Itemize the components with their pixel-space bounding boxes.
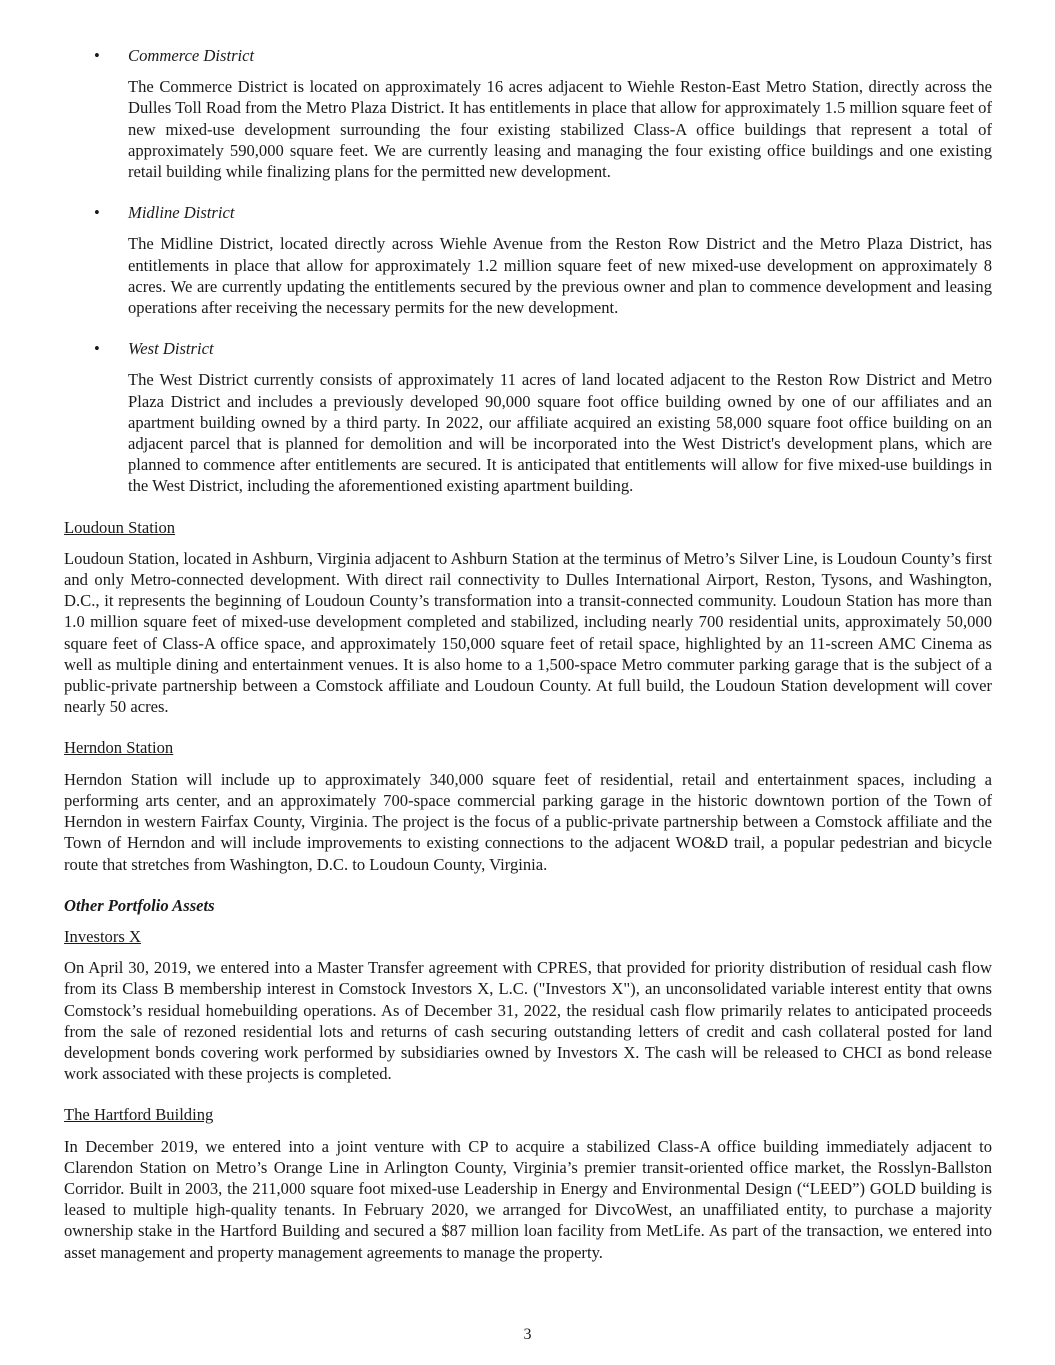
section-body: On April 30, 2019, we entered into a Master Transfer agreement with CPRES, that provided for priority distribution of residual cash flow from its Class B membership interest in Comstock Investors X, L.C. ("Investors X"), an unconsolidated variable interest entity that owns Comstock’s residual homebuilding operations. As of December 31, 2022, the residual cash flow primarily relates to anticipated proceeds from the sale of rezoned residential lots and returns of cash securing outstanding letters of credit and cash collateral posted for land development bonds covering work performed by subsidiaries owned by Investors X. The cash will be released to CHCI as bond release work associated with these projects is completed. — [64, 958, 992, 1084]
section-herndon-station — [64, 737, 992, 874]
bullet-icon: • — [94, 46, 100, 65]
other-portfolio-assets-heading: Other Portfolio Assets — [64, 895, 215, 915]
section-investors-x — [64, 926, 992, 1084]
district-title: West District — [128, 339, 214, 359]
bullet-icon: • — [94, 203, 100, 223]
section-body: In December 2019, we entered into a joint venture with CP to acquire a stabilized Class-A office building immediately adjacent to Clarendon Station on Metro’s Orange Line in Arlington County, Virginia’s premier transit-oriented office market, the Rosslyn-Ballston Corridor. Built in 2003, the 211,000 square foot mixed-use Leadership in Energy and Environmental Design (“LEED”) GOLD building is leased to multiple high-quality tenants. In February 2020, we arranged for DivcoWest, an unaffiliated entity, to purchase a majority ownership stake in the Hartford Building and secured a $87 million loan facility from MetLife. As part of the transaction, we entered into asset management and property management agreements to manage the property. — [64, 1136, 992, 1262]
page-number: 3 — [523, 1326, 532, 1343]
district-title: Commerce District — [128, 46, 255, 65]
bullet-icon: • — [94, 339, 100, 359]
district-item-commerce — [64, 45, 992, 182]
section-heading: Investors X — [64, 926, 141, 946]
section-loudoun-station — [64, 517, 992, 718]
section-hartford-building — [64, 1104, 992, 1262]
district-title: Midline District — [128, 203, 235, 223]
section-heading: Herndon Station — [64, 738, 174, 758]
section-heading: Loudoun Station — [64, 517, 176, 537]
district-item-west — [64, 338, 992, 496]
section-body: Loudoun Station, located in Ashburn, Virginia adjacent to Ashburn Station at the terminus of Metro’s Silver Line, is Loudoun County’s first and only Metro-connected development. With direct rail connectivity to Dulles International Airport, Reston, Tysons, and Washington, D.C., it represents the beginning of Loudoun County’s transformation into a transit-connected community. Loudoun Station has more than 1.0 million square feet of mixed-use development completed and stabilized, including nearly 700 residential units, approximately 50,000 square feet of Class-A office space, and approximately 150,000 square feet of retail space, highlighted by an 11-screen AMC Cinema as well as multiple dining and entertainment venues. It is also home to a 1,500-space Metro commuter parking garage that is the subject of a public-private partnership between a Comstock affiliate and Loudoun County. At full build, the Loudoun Station development will cover nearly 50 acres. — [64, 548, 993, 717]
district-item-midline — [64, 202, 992, 318]
district-body: The West District currently consists of approximately 11 acres of land located adjacent to the Reston Row District and Metro Plaza District and includes a previously developed 90,000 square foot office building owned by one of our affiliates and an apartment building owned by a third party. In 2022, our affiliate acquired an existing 58,000 square foot office building on an adjacent parcel that is planned for demolition and will be incorporated into the West District's development plans, which are planned to commence after entitlements are secured. It is anticipated that entitlements will allow for five mixed-use buildings in the West District, including the aforementioned existing apartment building. — [128, 370, 992, 496]
document-page — [64, 45, 992, 1283]
section-body: Herndon Station will include up to approximately 340,000 square feet of residential, retail and entertainment spaces, including a performing arts center, and an approximately 700-space commercial parking garage in the historic downtown portion of the Town of Herndon in western Fairfax County, Virginia. The project is the focus of a public-private partnership between a Comstock affiliate and the Town of Herndon and will include improvements to existing connections to the adjacent WO&D trail, a popular pedestrian and bicycle route that stretches from Washington, D.C. to Loudoun County, Virginia. — [64, 769, 992, 874]
district-body: The Commerce District is located on approximately 16 acres adjacent to Wiehle Reston-East Metro Station, directly across the Dulles Toll Road from the Metro Plaza District. It has entitlements in place that allow for approximately 1.5 million square feet of new mixed-use development surrounding the four existing stabilized Class-A office buildings that represent a total of approximately 590,000 square feet. We are currently leasing and managing the four existing office buildings and one existing retail building while finalizing plans for the permitted new development. — [128, 77, 992, 182]
district-body: The Midline District, located directly across Wiehle Avenue from the Reston Row District and the Metro Plaza District, has entitlements in place that allow for approximately 1.2 million square feet of new mixed-use development on approximately 8 acres. We are currently updating the entitlements secured by the previous owner and plan to commence development and leasing operations after receiving the necessary permits for the new development. — [128, 234, 992, 318]
section-heading: The Hartford Building — [64, 1105, 214, 1125]
